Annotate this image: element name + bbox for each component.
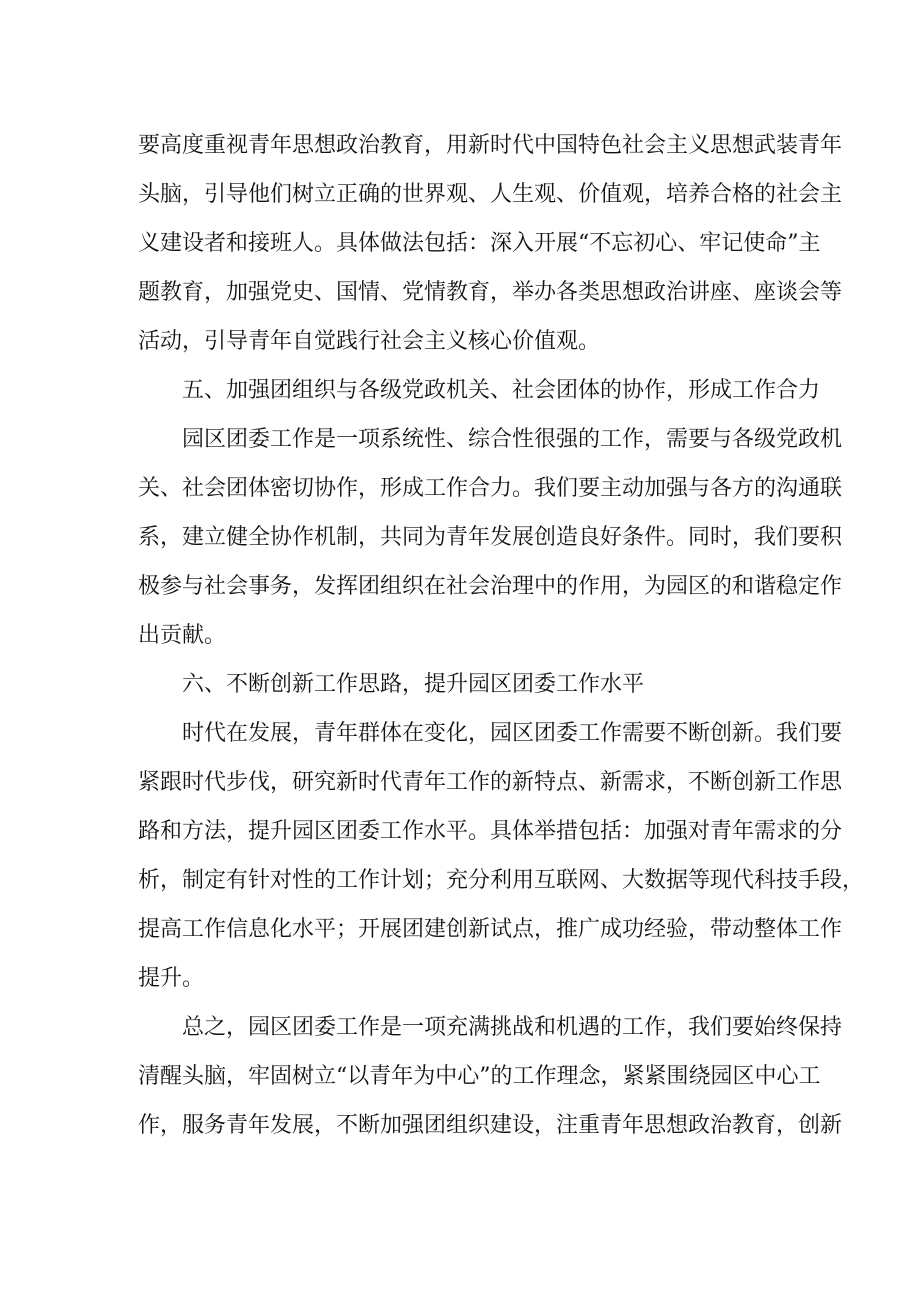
paragraph-line: 作，服务青年发展，不断加强团组织建设，注重青年思想政治教育，创新	[138, 1113, 843, 1138]
paragraph-line: 清醒头脑，牢固树立“以青年为中心”的工作理念，紧紧围绕园区中心工	[138, 1064, 821, 1089]
paragraph-line: 紧跟时代步伐，研究新时代青年工作的新特点、新需求，不断创新工作思	[138, 770, 843, 795]
paragraph-line: 题教育，加强党史、国情、党情教育，举办各类思想政治讲座、座谈会等	[138, 280, 843, 305]
paragraph-line: 极参与社会事务，发挥团组织在社会治理中的作用，为园区的和谐稳定作	[138, 574, 843, 599]
paragraph-line: 路和方法，提升园区团委工作水平。具体举措包括：加强对青年需求的分	[138, 819, 843, 844]
paragraph-line: 关、社会团体密切协作，形成工作合力。我们要主动加强与各方的沟通联	[138, 476, 843, 501]
paragraph-line: 提高工作信息化水平；开展团建创新试点，推广成功经验，带动整体工作	[138, 917, 843, 942]
paragraph-line: 头脑，引导他们树立正确的世界观、人生观、价值观，培养合格的社会主	[138, 182, 843, 207]
section-heading: 五、加强团组织与各级党政机关、社会团体的协作，形成工作合力	[182, 378, 821, 403]
paragraph-line: 析，制定有针对性的工作计划；充分利用互联网、大数据等现代科技手段，	[138, 868, 865, 893]
paragraph-line: 出贡献。	[138, 623, 227, 648]
paragraph-line: 提升。	[138, 966, 205, 991]
paragraph-line: 时代在发展，青年群体在变化，园区团委工作需要不断创新。我们要	[182, 721, 843, 746]
paragraph-line: 园区团委工作是一项系统性、综合性很强的工作，需要与各级党政机	[182, 427, 843, 452]
paragraph-line: 活动，引导青年自觉践行社会主义核心价值观。	[138, 329, 601, 354]
paragraph-line: 总之，园区团委工作是一项充满挑战和机遇的工作，我们要始终保持	[182, 1015, 843, 1040]
paragraph-line: 系，建立健全协作机制，共同为青年发展创造良好条件。同时，我们要积	[138, 525, 843, 550]
paragraph-line: 义建设者和接班人。具体做法包括：深入开展“不忘初心、牢记使命”主	[138, 231, 821, 256]
section-heading: 六、不断创新工作思路，提升园区团委工作水平	[182, 672, 645, 697]
paragraph-line: 要高度重视青年思想政治教育，用新时代中国特色社会主义思想武装青年	[138, 133, 843, 158]
